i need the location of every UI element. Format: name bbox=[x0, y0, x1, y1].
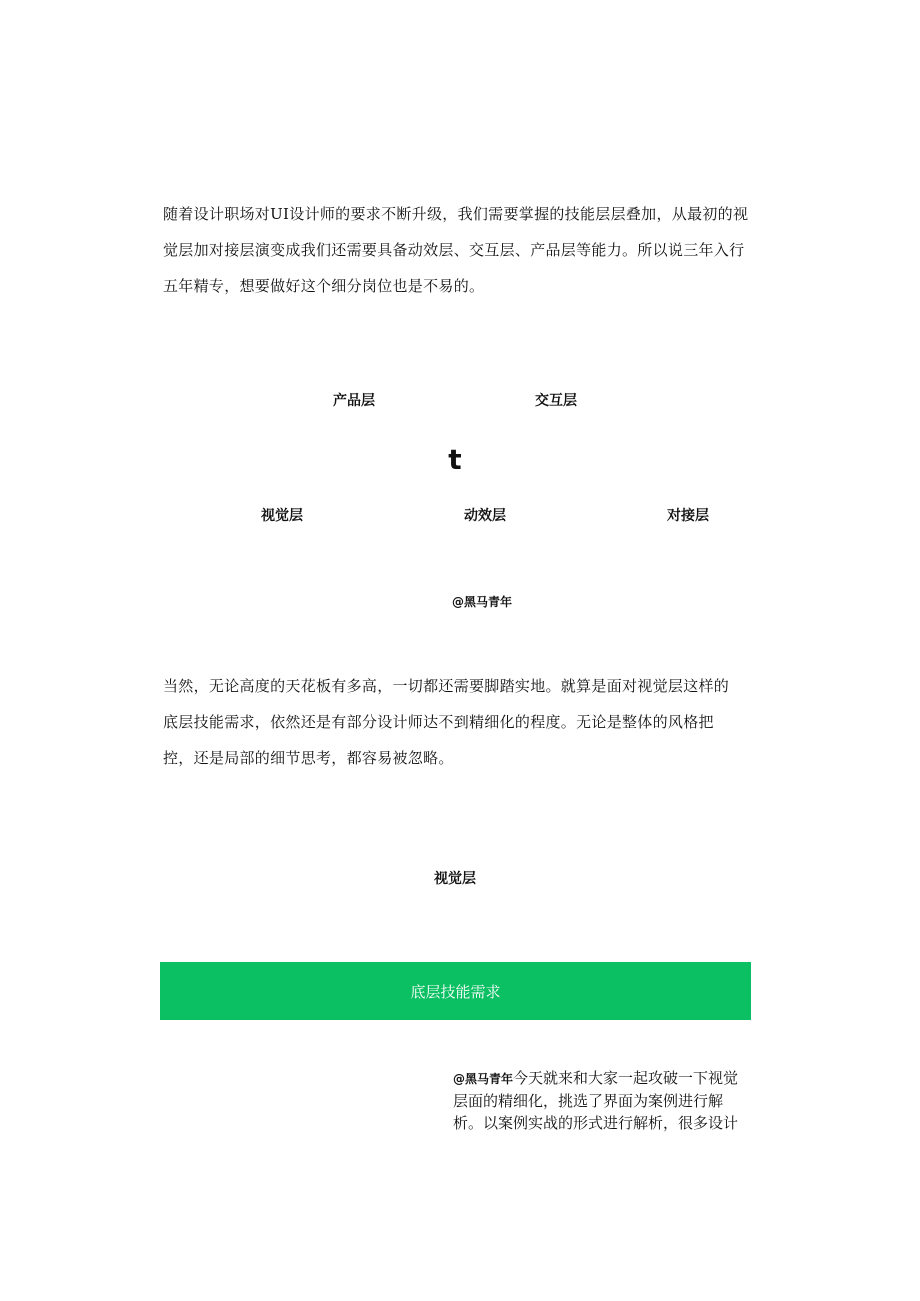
watermark-credit: @黑马青年 bbox=[451, 595, 513, 609]
section-visual-layer: 视觉层 bbox=[434, 871, 476, 887]
label-interaction-layer: 交互层 bbox=[535, 393, 577, 409]
arrow-glyph: t bbox=[448, 443, 462, 476]
label-visual-layer: 视觉层 bbox=[261, 508, 303, 524]
closing-paragraph bbox=[453, 1067, 751, 1134]
body-paragraph: 当然，无论高度的天花板有多高，一切都还需要脚踏实地。就算是面对视觉层这样的底层技能需求，依然还是有部分设计师达不到精细化的程度。无论是整体的风格把控，还是局部的细节思考，都容易被忽略。 bbox=[163, 677, 730, 767]
closing-paragraph-text: 今天就来和大家一起攻破一下视觉层面的精细化，挑选了界面为案例进行解析。以案例实战的形式进行解析，很多设计 bbox=[453, 1069, 739, 1132]
label-connect-layer: 对接层 bbox=[667, 508, 709, 524]
author-handle: @黑马青年 bbox=[453, 1072, 514, 1086]
intro-paragraph: 随着设计职场对UI设计师的要求不断升级，我们需要掌握的技能层层叠加，从最初的视觉层加对接层演变成我们还需要具备动效层、交互层、产品层等能力。所以说三年入行五年精专，想要做好这个细分岗位也是不易的。 bbox=[163, 205, 749, 295]
base-skill-banner-text: 底层技能需求 bbox=[410, 982, 501, 1001]
label-motion-layer: 动效层 bbox=[464, 508, 506, 524]
base-skill-banner bbox=[160, 962, 751, 1020]
label-product-layer: 产品层 bbox=[333, 393, 375, 409]
